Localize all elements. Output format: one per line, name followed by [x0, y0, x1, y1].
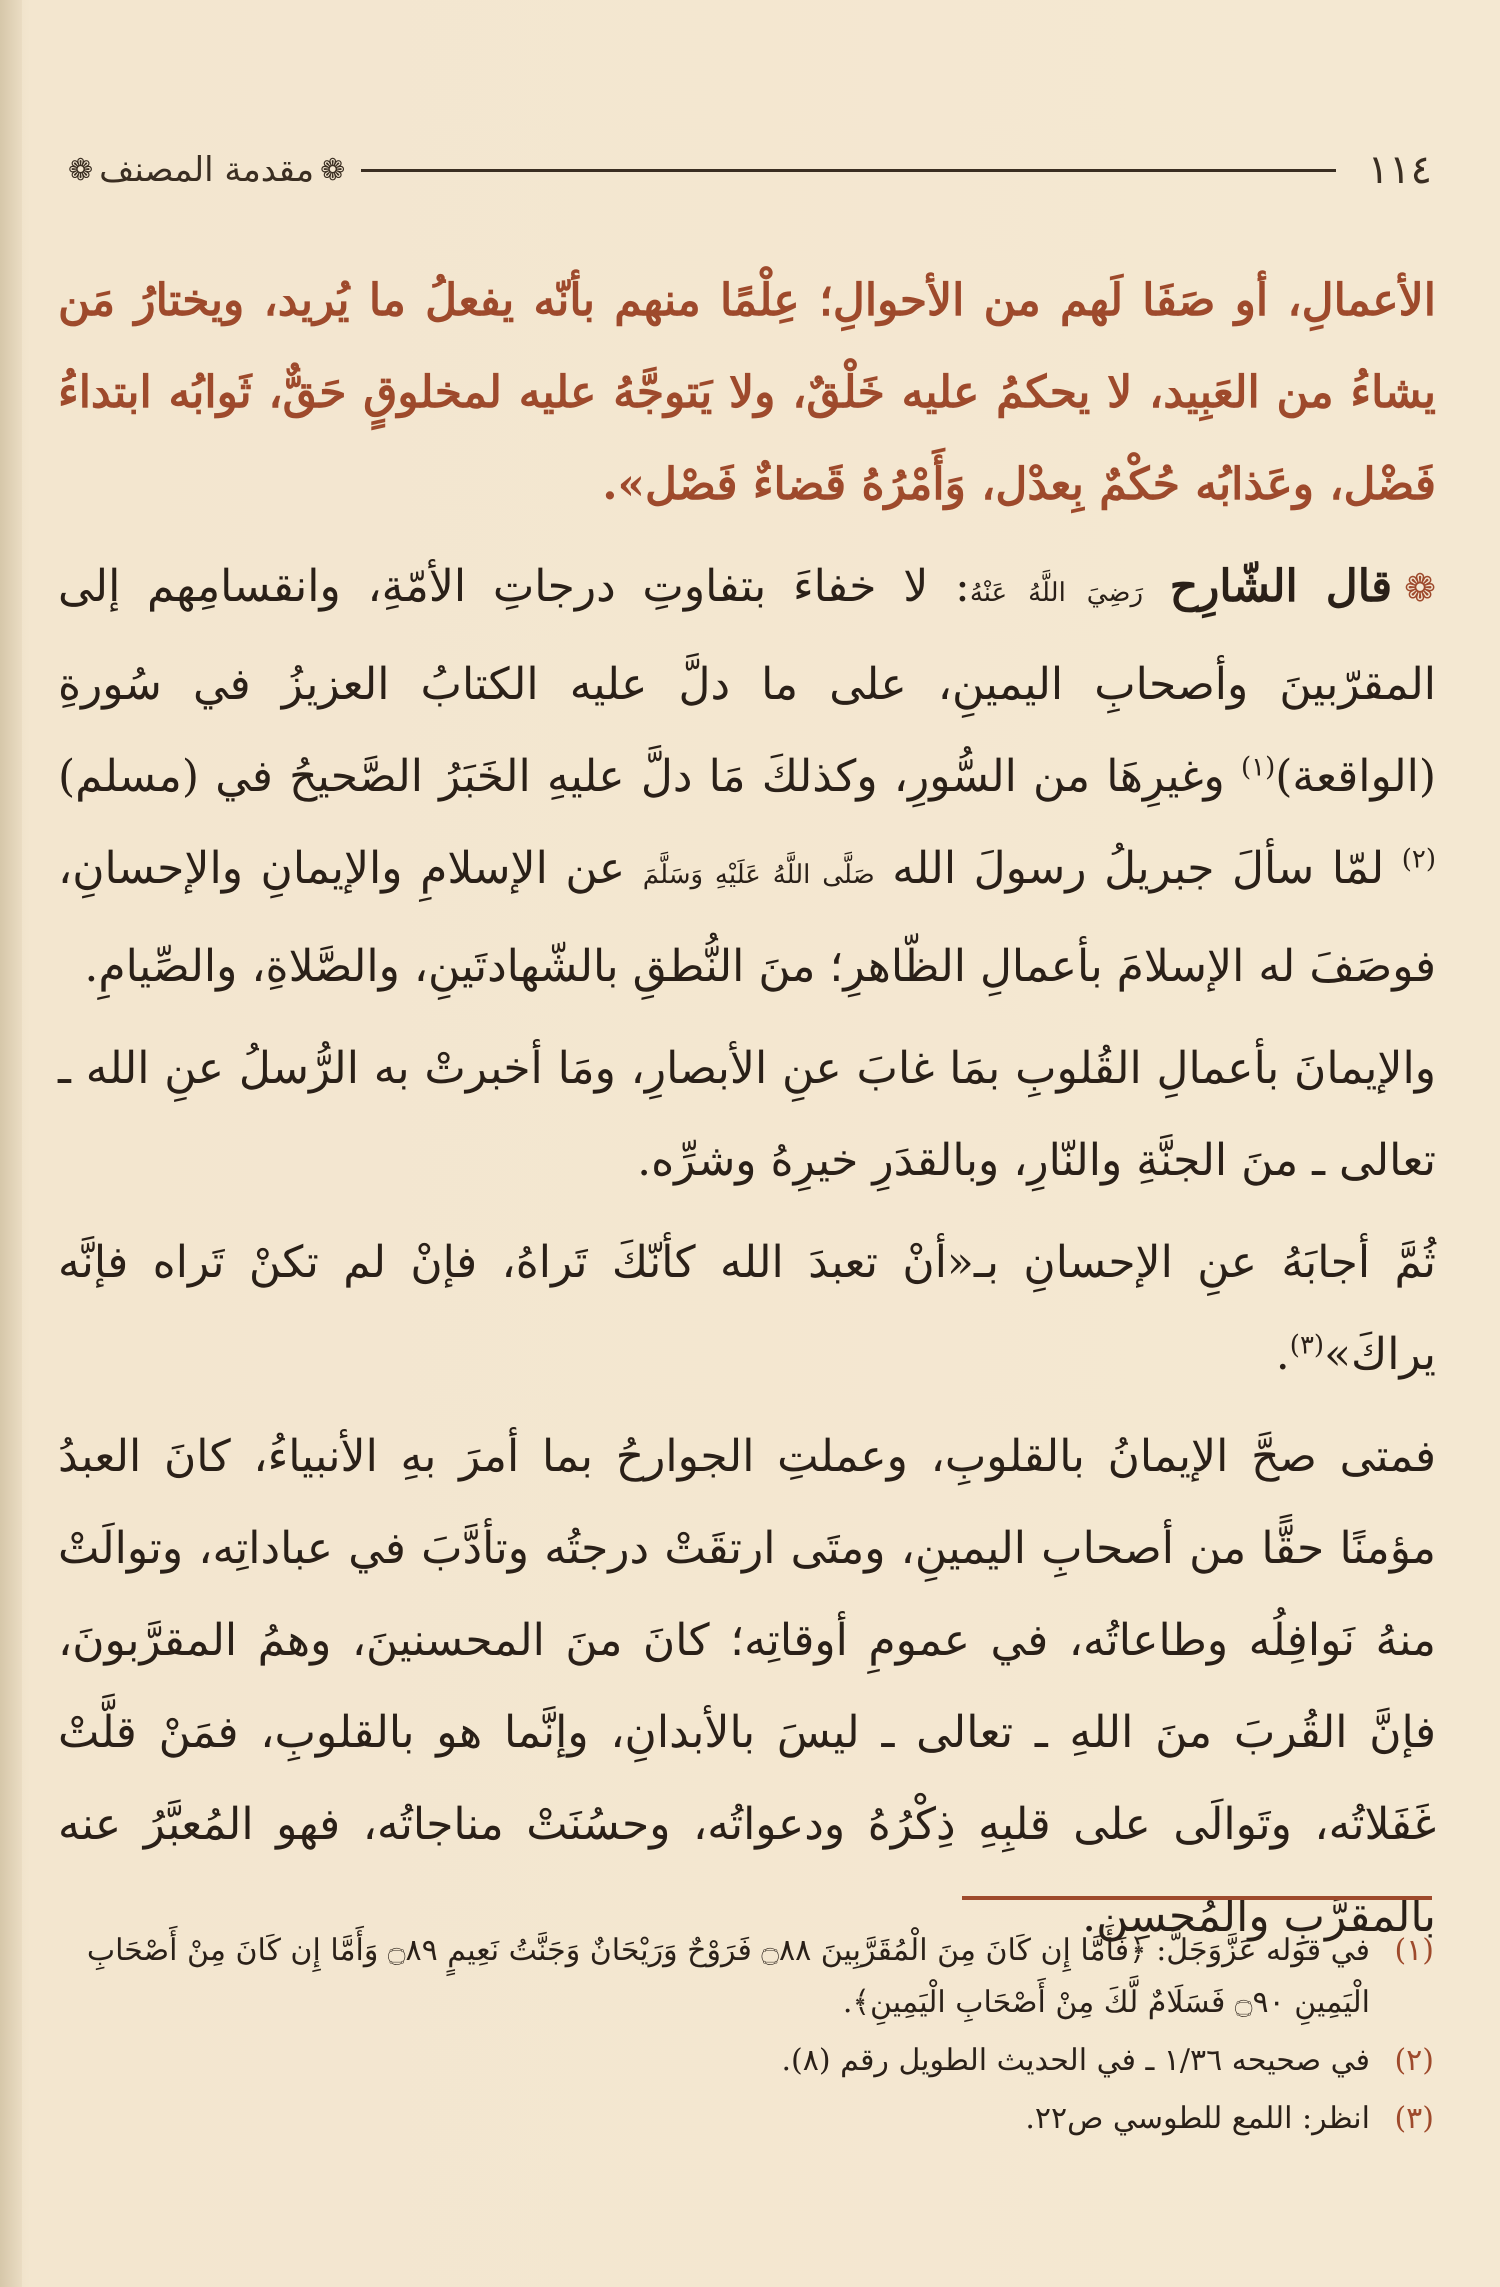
footnote-2 — [62, 2035, 1434, 2087]
sharh-text-p3: ثُمَّ أجابَهُ عنِ الإحسانِ بـ«أنْ تعبدَ الله كأنّكَ تَراهُ، فإنْ لم تكنْ تَراه فإنَّه يراكَ» — [58, 1237, 1436, 1380]
footnote-ref-1[interactable]: (١) — [1240, 752, 1276, 783]
footnote-text: انظر: اللمع للطوسي ص٢٢. — [1025, 2101, 1370, 2136]
footnote-1 — [62, 1925, 1434, 2029]
sharh-text-b: وغيرِهَا من السُّورِ، وكذلكَ مَا دلَّ عليهِ الخَبَرُ الصَّحيحُ في (مسلم) — [58, 751, 1241, 802]
footnote-3 — [62, 2093, 1434, 2145]
sharh-text-d: عن الإسلامِ والإيمانِ والإحسانِ، فوصَفَ له الإسلامَ بأعمالِ الظّاهرِ؛ منَ النُّطقِ بالشّهادتَينِ، والصَّلاةِ، والصِّيامِ. — [58, 843, 1436, 992]
footnote-number: (٢) — [1394, 2043, 1434, 2078]
sharh-text-a: : لا خفاءَ بتفاوتِ درجاتِ الأمّةِ، وانقسامِهم إلى المقرّبينَ وأصحابِ اليمينِ، على ما دلَّ عليه الكتابُ العزيزُ في سُورةِ (الواقعة) — [58, 561, 1436, 802]
footnote-number: (٣) — [1394, 2101, 1434, 2136]
sharh-text-c: لمّا سألَ جبريلُ رسولَ الله — [892, 843, 1402, 894]
ornament-right-icon: ❁ — [68, 152, 94, 188]
sharh-paragraph-1 — [58, 541, 1436, 1013]
sharh-text-p3-end: . — [1275, 1329, 1290, 1380]
matn-paragraph: الأعمالِ، أو صَفَا لَهم من الأحوالِ؛ عِلْمًا منهم بأنّه يفعلُ ما يُريد، ويختارُ مَن يشاءُ من العَبِيد، لا يحكمُ عليه خَلْقٌ، ولا يَتوجَّهُ عليه لمخلوقٍ حَقٌّ، ثَوابُه ابتداءُ فَضْل، وعَذابُه حُكْمٌ بِعدْل، وَأَمْرُهُ قَضاءٌ فَصْل». — [58, 275, 1436, 510]
sharh-paragraph-3 — [58, 1217, 1436, 1401]
sharh-paragraph-4: فمتى صحَّ الإيمانُ بالقلوبِ، وعملتِ الجوارحُ بما أمرَ بهِ الأنبياءُ، كانَ العبدُ مؤمنًا حقًّا من أصحابِ اليمينِ، ومتَى ارتقَتْ درجتُه وتأدَّبَ في عباداتِه، وتوالَتْ منهُ نَوافِلُه وطاعاتُه، في عمومِ أوقاتِه؛ كانَ منَ المحسنينَ، وهمُ المقرَّبونَ، فإنَّ القُربَ منَ اللهِ ـ تعالى ـ ليسَ بالأبدانِ، وإنَّما هو بالقلوبِ، فمَنْ قلَّتْ غَفَلاتُه، وتَوالَى على قلبِهِ ذِكْرُهُ ودعواتُه، وحسُنَتْ مناجاتُه، فهو المُعبَّرُ عنه بالمقرَّبِ والمُحسِن. — [58, 1431, 1436, 1942]
section-title: مقدمة المصنف — [99, 150, 315, 190]
page-header — [62, 140, 1432, 200]
footnote-ref-3[interactable]: (٣) — [1289, 1330, 1325, 1361]
footnote-text: في صحيحه ١/٣٦ ـ في الحديث الطويل رقم (٨). — [781, 2043, 1370, 2078]
footnote-number: (١) — [1394, 1933, 1434, 1968]
footnotes — [62, 1925, 1434, 2151]
sharh-paragraph-2: والإيمانَ بأعمالِ القُلوبِ بمَا غابَ عنِ الأبصارِ، ومَا أخبرتْ به الرُّسلُ عنِ الله ـ تعالى ـ منَ الجنَّةِ والنّارِ، وبالقدَرِ خيرِهُ وشرِّه. — [58, 1043, 1436, 1186]
salutation: صَلَّى اللَّهُ عَلَيْهِ وَسَلَّمَ — [642, 860, 875, 890]
page-spine-shadow — [0, 0, 22, 2287]
header-rule — [361, 169, 1335, 172]
flower-marker-icon: ❁ — [1404, 566, 1436, 610]
footnote-separator — [962, 1896, 1432, 1900]
ornament-left-icon: ❁ — [320, 152, 346, 188]
sharh-lead: قال الشّارِح — [1169, 561, 1393, 612]
main-text — [58, 255, 1436, 1963]
page-number: ١١٤ — [1367, 147, 1432, 193]
footnote-ref-2[interactable]: (٢) — [1401, 844, 1437, 875]
footnote-text: في قوله عَزَّوَجَلَّ: ﴿فَأَمَّا إِن كَانَ مِنَ الْمُقَرَّبِينَ ۝٨٨ فَرَوْحٌ وَرَيْحَانٌ وَجَنَّتُ نَعِيمٍ ۝٨٩ وَأَمَّا إِن كَانَ مِنْ أَصْحَابِ الْيَمِينِ ۝٩٠ فَسَلَامٌ لَّكَ مِنْ أَصْحَابِ الْيَمِينِ﴾. — [86, 1933, 1370, 2020]
honorific: رَضِيَ اللَّهُ عَنْهُ — [969, 578, 1144, 608]
